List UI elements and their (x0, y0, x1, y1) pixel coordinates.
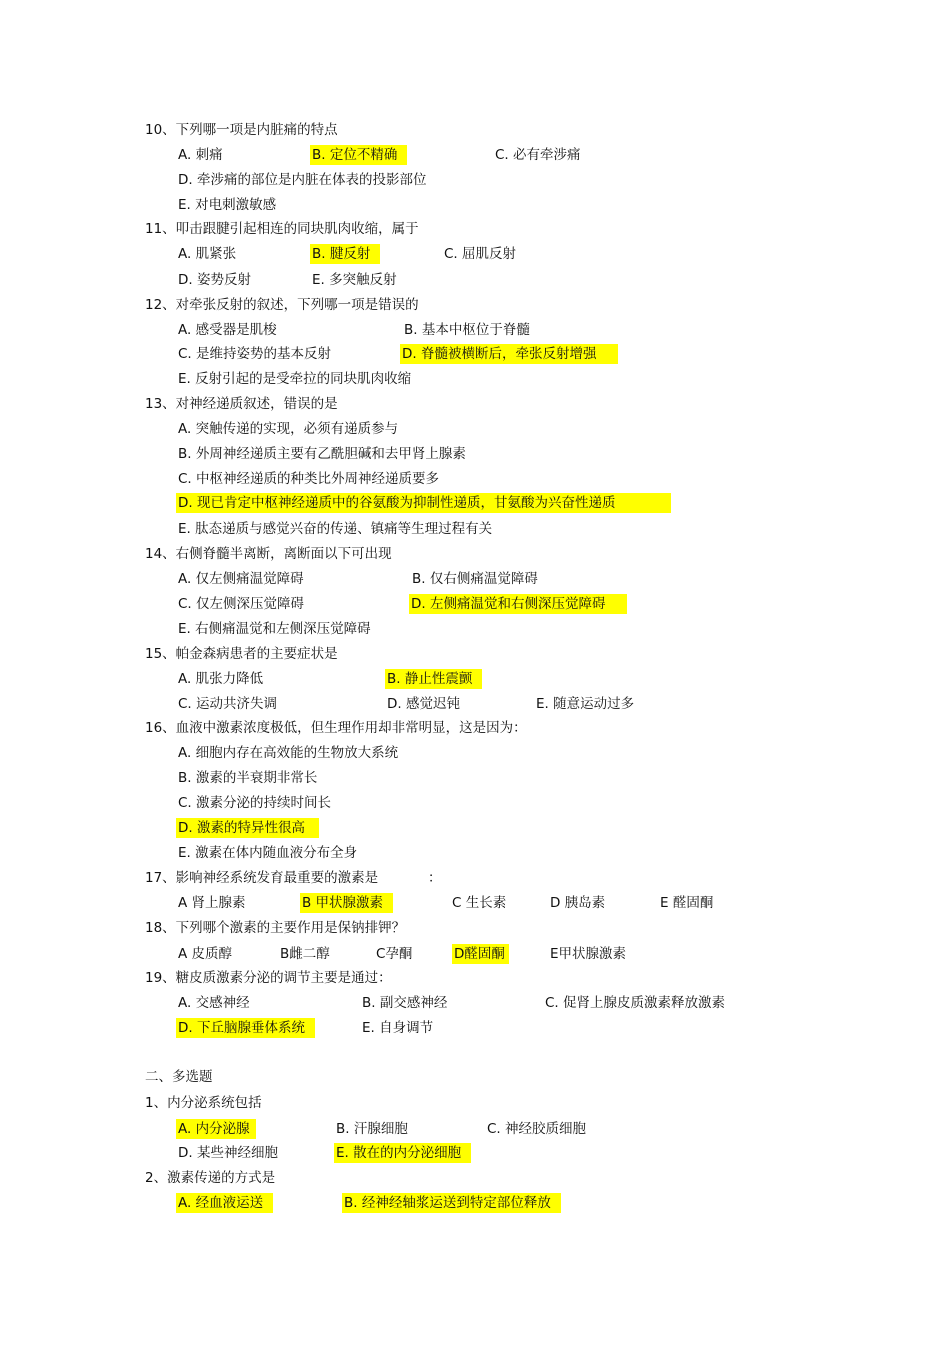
q10-option-a: A. 刺痛 (178, 147, 223, 163)
q15-option-b-answer: B. 静止性震颤 (385, 669, 482, 689)
q13-option-a: A. 突触传递的实现，必须有递质参与 (178, 421, 399, 437)
q13-option-c: C. 中枢神经递质的种类比外周神经递质要多 (178, 471, 440, 487)
q15-option-d: D. 感觉迟钝 (387, 696, 460, 712)
q14-option-a: A. 仅左侧痛温觉障碍 (178, 571, 304, 587)
q11-option-a: A. 肌紧张 (178, 246, 237, 262)
q17-option-c: C 生长素 (452, 895, 507, 911)
q12-option-e: E. 反射引起的是受牵拉的同块肌肉收缩 (178, 371, 412, 387)
q18-option-e: E甲状腺激素 (550, 946, 627, 962)
m2-option-b-answer: B. 经神经轴浆运送到特定部位释放 (342, 1193, 561, 1213)
m1-option-a-answer: A. 内分泌腺 (176, 1119, 256, 1139)
q14-option-c: C. 仅左侧深压觉障碍 (178, 596, 305, 612)
q12-option-b: B. 基本中枢位于脊髓 (404, 322, 530, 338)
q12-option-d-answer: D. 脊髓被横断后，牵张反射增强 (400, 344, 618, 364)
m1-option-b: B. 汗腺细胞 (336, 1121, 408, 1137)
question-14-stem: 14、右侧脊髓半离断，离断面以下可出现 (145, 546, 392, 562)
question-15-stem: 15、帕金森病患者的主要症状是 (145, 646, 338, 662)
q19-option-c: C. 促肾上腺皮质激素释放激素 (545, 995, 726, 1011)
m1-option-e-answer: E. 散在的内分泌细胞 (334, 1143, 471, 1163)
q16-option-b: B. 激素的半衰期非常长 (178, 770, 318, 786)
multi-question-2-stem: 2、激素传递的方式是 (145, 1170, 276, 1186)
q17-option-a: A 肾上腺素 (178, 895, 246, 911)
multi-question-1-stem: 1、内分泌系统包括 (145, 1095, 262, 1111)
section-title-multiple-choice: 二、多选题 (145, 1069, 213, 1085)
q14-option-b: B. 仅右侧痛温觉障碍 (412, 571, 538, 587)
q12-option-c: C. 是维持姿势的基本反射 (178, 346, 332, 362)
q19-option-d-answer: D. 下丘脑腺垂体系统 (176, 1018, 315, 1038)
q14-option-d-answer: D. 左侧痛温觉和右侧深压觉障碍 (409, 594, 627, 614)
q14-option-e: E. 右侧痛温觉和左侧深压觉障碍 (178, 621, 371, 637)
q18-option-c: C孕酮 (376, 946, 413, 962)
q18-option-d-answer: D醛固酮 (452, 944, 509, 964)
q10-option-b-answer: B. 定位不精确 (310, 145, 407, 165)
m1-option-c: C. 神经胶质细胞 (487, 1121, 587, 1137)
q13-option-e: E. 肽态递质与感觉兴奋的传递、镇痛等生理过程有关 (178, 521, 493, 537)
q17-stem-colon: ： (428, 870, 442, 886)
question-19-stem: 19、糖皮质激素分泌的调节主要是通过： (145, 970, 392, 986)
question-18-stem: 18、下列哪个激素的主要作用是保钠排钾？ (145, 920, 406, 936)
question-16-stem: 16、血液中激素浓度极低，但生理作用却非常明显，这是因为： (145, 720, 527, 736)
question-11-stem: 11、叩击跟腱引起相连的同块肌肉收缩，属于 (145, 221, 419, 237)
q16-option-d-answer: D. 激素的特异性很高 (176, 818, 319, 838)
question-13-stem: 13、对神经递质叙述，错误的是 (145, 396, 338, 412)
question-17-stem: 17、影响神经系统发育最重要的激素是 (145, 870, 379, 886)
q17-option-b-answer: B 甲状腺激素 (300, 893, 393, 913)
q13-option-b: B. 外周神经递质主要有乙酰胆碱和去甲肾上腺素 (178, 446, 466, 462)
q11-option-c: C. 屈肌反射 (444, 246, 517, 262)
m1-option-d: D. 某些神经细胞 (178, 1145, 278, 1161)
q11-option-e: E. 多突触反射 (312, 272, 397, 288)
q19-option-e: E. 自身调节 (362, 1020, 434, 1036)
q15-option-c: C. 运动共济失调 (178, 696, 278, 712)
m2-option-a-answer: A. 经血液运送 (176, 1193, 273, 1213)
question-12-stem: 12、对牵张反射的叙述，下列哪一项是错误的 (145, 297, 419, 313)
q18-option-a: A 皮质醇 (178, 946, 233, 962)
q18-option-b: B雌二醇 (280, 946, 330, 962)
q10-option-e: E. 对电刺激敏感 (178, 197, 277, 213)
q17-option-d: D 胰岛素 (550, 895, 606, 911)
q10-option-d: D. 牵涉痛的部位是内脏在体表的投影部位 (178, 172, 427, 188)
q19-option-b: B. 副交感神经 (362, 995, 448, 1011)
q15-option-a: A. 肌张力降低 (178, 671, 264, 687)
q11-option-d: D. 姿势反射 (178, 272, 251, 288)
q12-option-a: A. 感受器是肌梭 (178, 322, 277, 338)
q16-option-a: A. 细胞内存在高效能的生物放大系统 (178, 745, 399, 761)
q17-option-e: E 醛固酮 (660, 895, 714, 911)
question-10-stem: 10、下列哪一项是内脏痛的特点 (145, 122, 338, 138)
q16-option-e: E. 激素在体内随血液分布全身 (178, 845, 358, 861)
q13-option-d-answer: D. 现已肯定中枢神经递质中的谷氨酸为抑制性递质，甘氨酸为兴奋性递质 (176, 493, 671, 513)
q15-option-e: E. 随意运动过多 (536, 696, 635, 712)
q11-option-b-answer: B. 腱反射 (310, 244, 380, 264)
q16-option-c: C. 激素分泌的持续时间长 (178, 795, 332, 811)
q10-option-c: C. 必有牵涉痛 (495, 147, 581, 163)
q19-option-a: A. 交感神经 (178, 995, 250, 1011)
